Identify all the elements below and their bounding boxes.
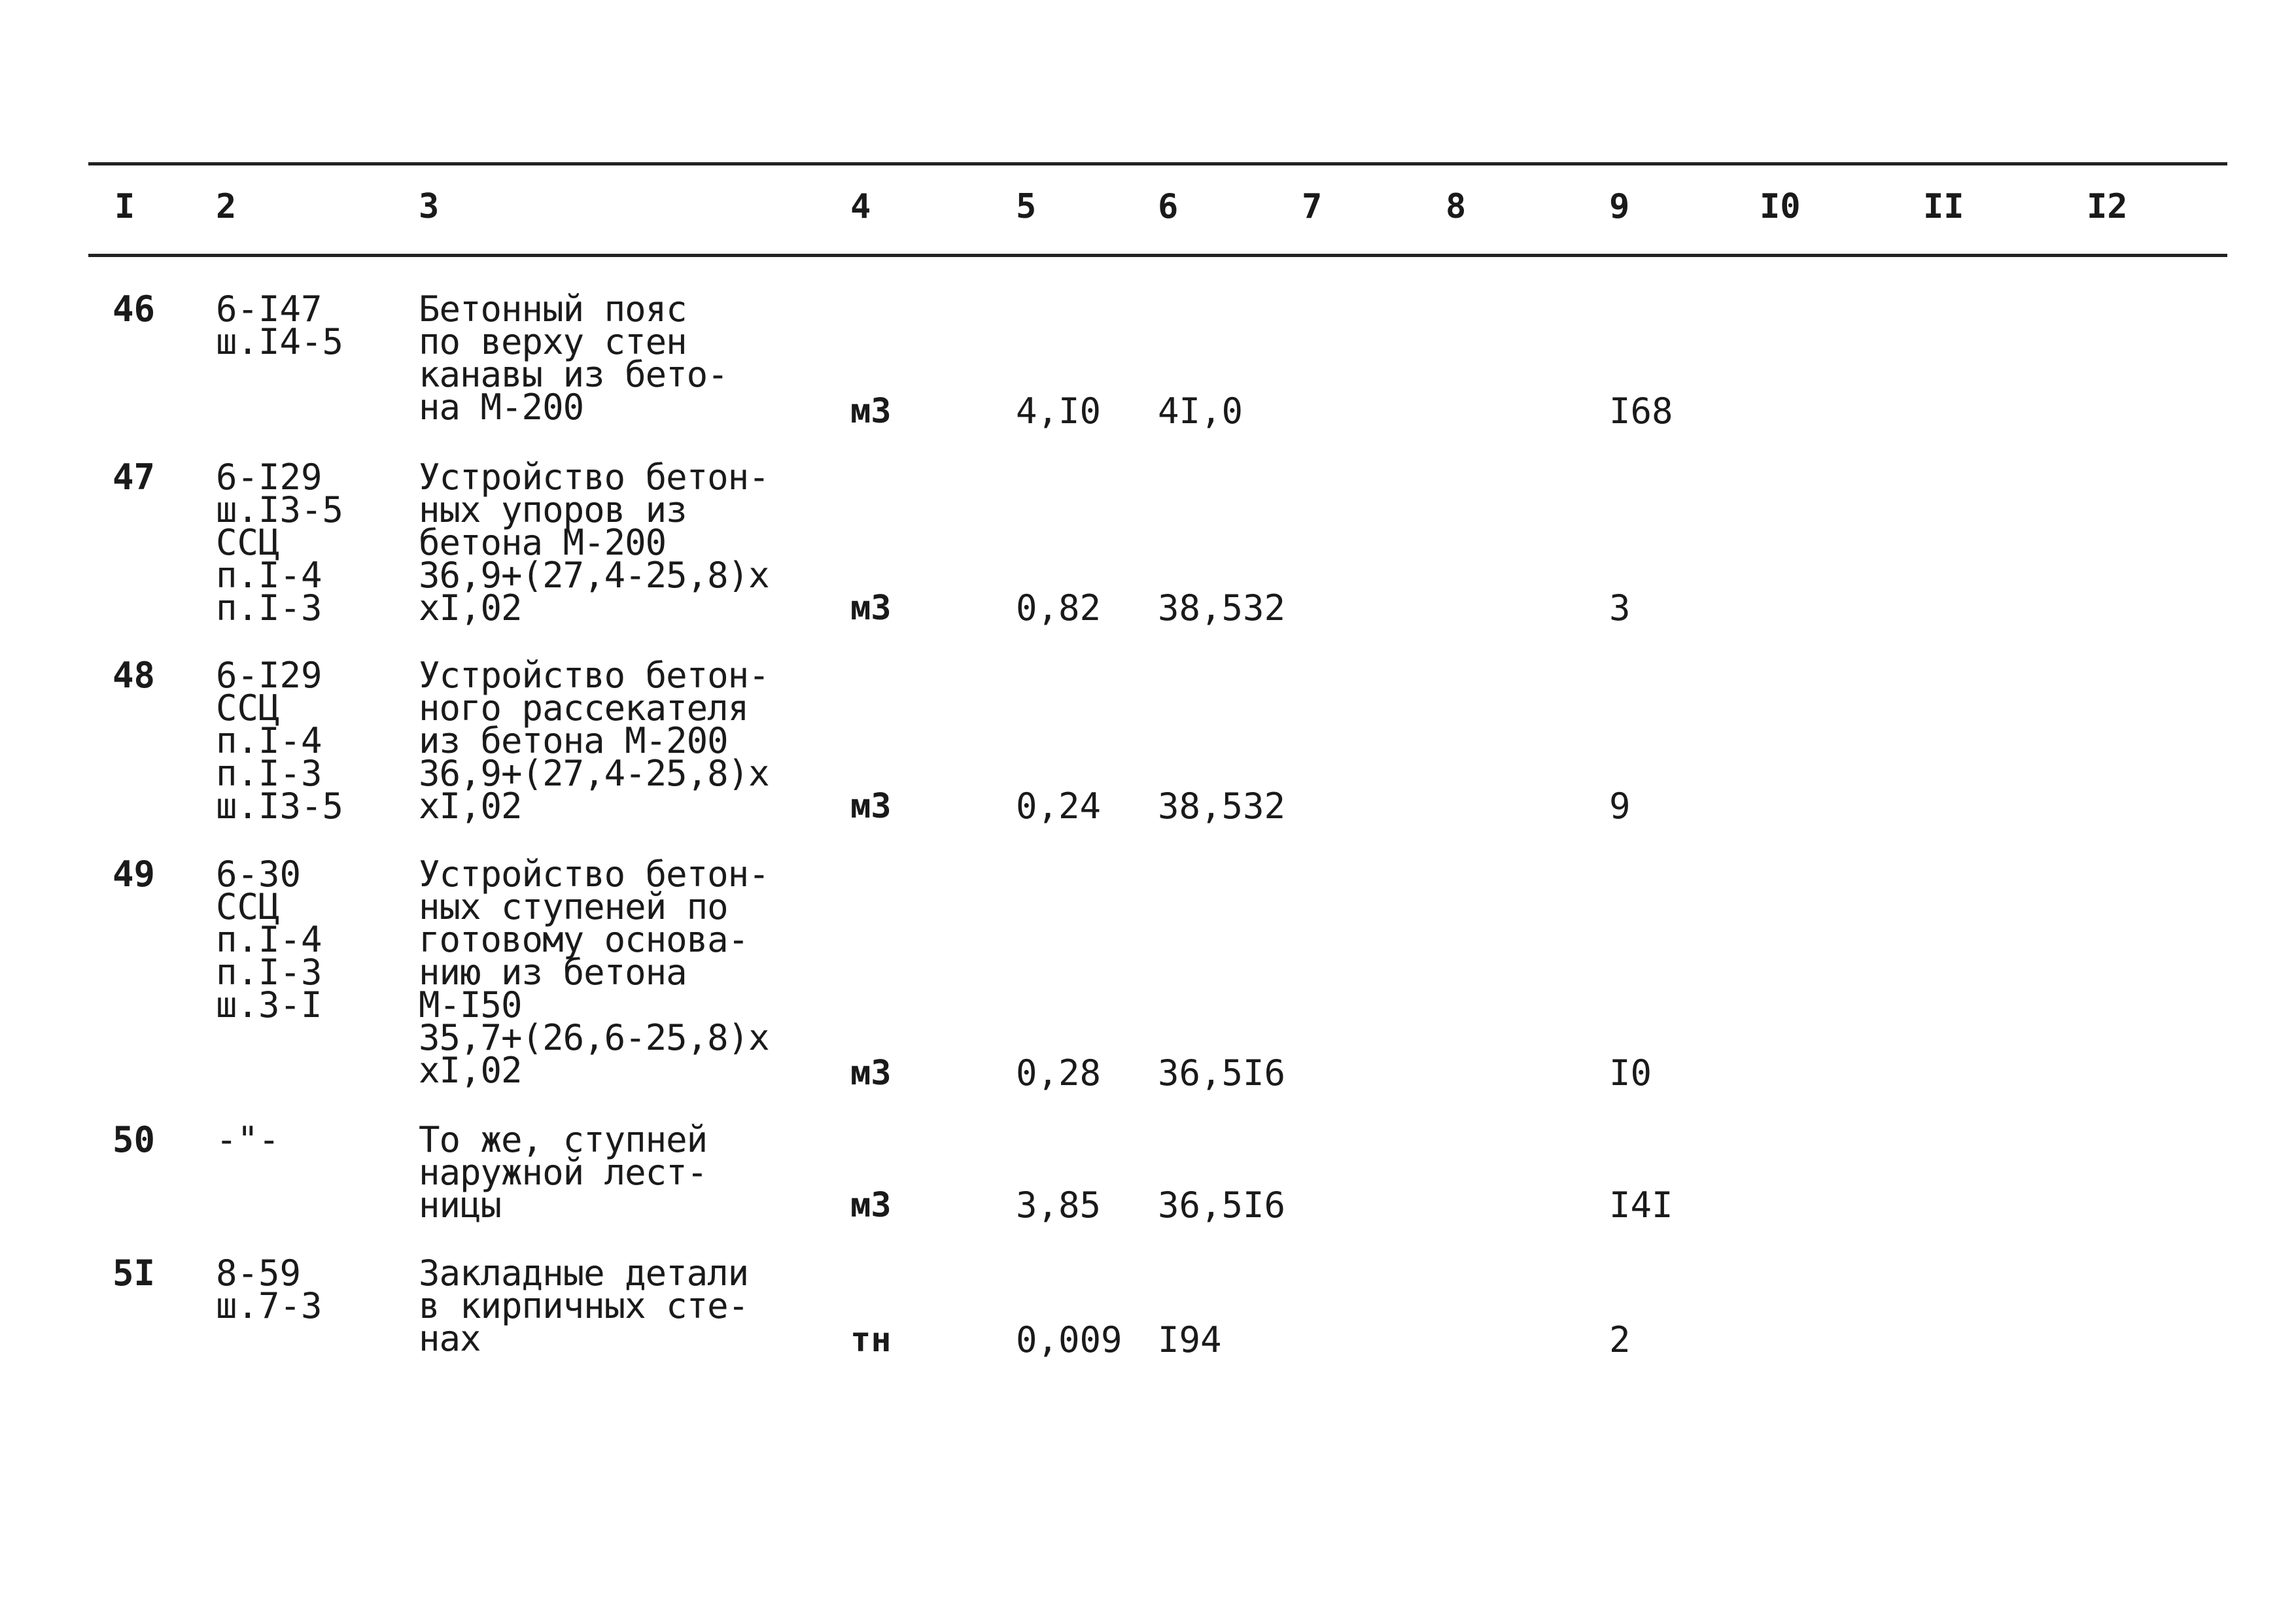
column-header-7: 7	[1302, 187, 1323, 226]
row-number: 50	[113, 1119, 156, 1160]
row-unit: тн	[850, 1321, 892, 1360]
row-description: Устройство бетон- ного рассекателя из бетона М-200 36,9+(27,4-25,8)х хI,02	[419, 655, 769, 827]
row-number: 47	[113, 457, 156, 498]
row-description: Бетонный пояс по верху стен канавы из бето- на М-200	[419, 288, 728, 428]
row-unit: м3	[850, 1186, 892, 1225]
row-code: 6-I47 ш.I4-5	[216, 288, 344, 362]
row-quantity: 4,I0	[1016, 390, 1102, 432]
row-number: 5I	[113, 1253, 156, 1294]
row-total: I4I	[1609, 1184, 1673, 1226]
row-total: 2	[1609, 1319, 1631, 1360]
row-quantity: 0,28	[1016, 1052, 1102, 1094]
column-header-12: I2	[2087, 187, 2128, 226]
column-header-9: 9	[1609, 187, 1630, 226]
row-quantity: 0,009	[1016, 1319, 1122, 1360]
row-total: I0	[1609, 1052, 1652, 1094]
row-unit: м3	[850, 392, 892, 431]
column-header-6: 6	[1158, 187, 1179, 226]
row-number: 46	[113, 288, 156, 330]
row-description: То же, ступней наружной лест- ницы	[419, 1119, 708, 1226]
row-description: Устройство бетон- ных упоров из бетона М-200 36,9+(27,4-25,8)х хI,02	[419, 457, 769, 629]
row-quantity: 0,24	[1016, 786, 1102, 827]
table-top-rule	[88, 162, 2227, 165]
column-header-3: 3	[419, 187, 440, 226]
row-quantity: 0,82	[1016, 587, 1102, 629]
column-header-1: I	[114, 187, 135, 226]
column-header-4: 4	[850, 187, 871, 226]
column-header-8: 8	[1446, 187, 1467, 226]
row-unit: м3	[850, 589, 892, 628]
row-unit-price: 36,5I6	[1158, 1052, 1286, 1094]
row-unit: м3	[850, 787, 892, 826]
column-header-2: 2	[216, 187, 237, 226]
row-unit-price: 36,5I6	[1158, 1184, 1286, 1226]
row-total: I68	[1609, 390, 1673, 432]
row-code: -"-	[216, 1119, 280, 1160]
row-unit: м3	[850, 1054, 892, 1093]
row-quantity: 3,85	[1016, 1184, 1102, 1226]
row-description: Устройство бетон- ных ступеней по готовому основа- нию из бетона М-I50 35,7+(26,6-25,8)х хI,02	[419, 854, 769, 1091]
table-header-rule	[88, 254, 2227, 257]
row-code: 6-I29 ш.I3-5 ССЦ п.I-4 п.I-3	[216, 457, 344, 629]
row-number: 48	[113, 655, 156, 696]
row-code: 6-I29 ССЦ п.I-4 п.I-3 ш.I3-5	[216, 655, 344, 827]
column-header-5: 5	[1016, 187, 1037, 226]
row-total: 9	[1609, 786, 1631, 827]
row-unit-price: 38,532	[1158, 786, 1286, 827]
row-unit-price: I94	[1158, 1319, 1222, 1360]
row-unit-price: 4I,0	[1158, 390, 1244, 432]
row-code: 8-59 ш.7-3	[216, 1253, 322, 1326]
row-description: Закладные детали в кирпичных сте- нах	[419, 1253, 749, 1359]
row-total: 3	[1609, 587, 1631, 629]
row-number: 49	[113, 854, 156, 895]
row-code: 6-30 ССЦ п.I-4 п.I-3 ш.3-I	[216, 854, 322, 1026]
column-header-11: II	[1923, 187, 1964, 226]
row-unit-price: 38,532	[1158, 587, 1286, 629]
column-header-10: I0	[1760, 187, 1801, 226]
